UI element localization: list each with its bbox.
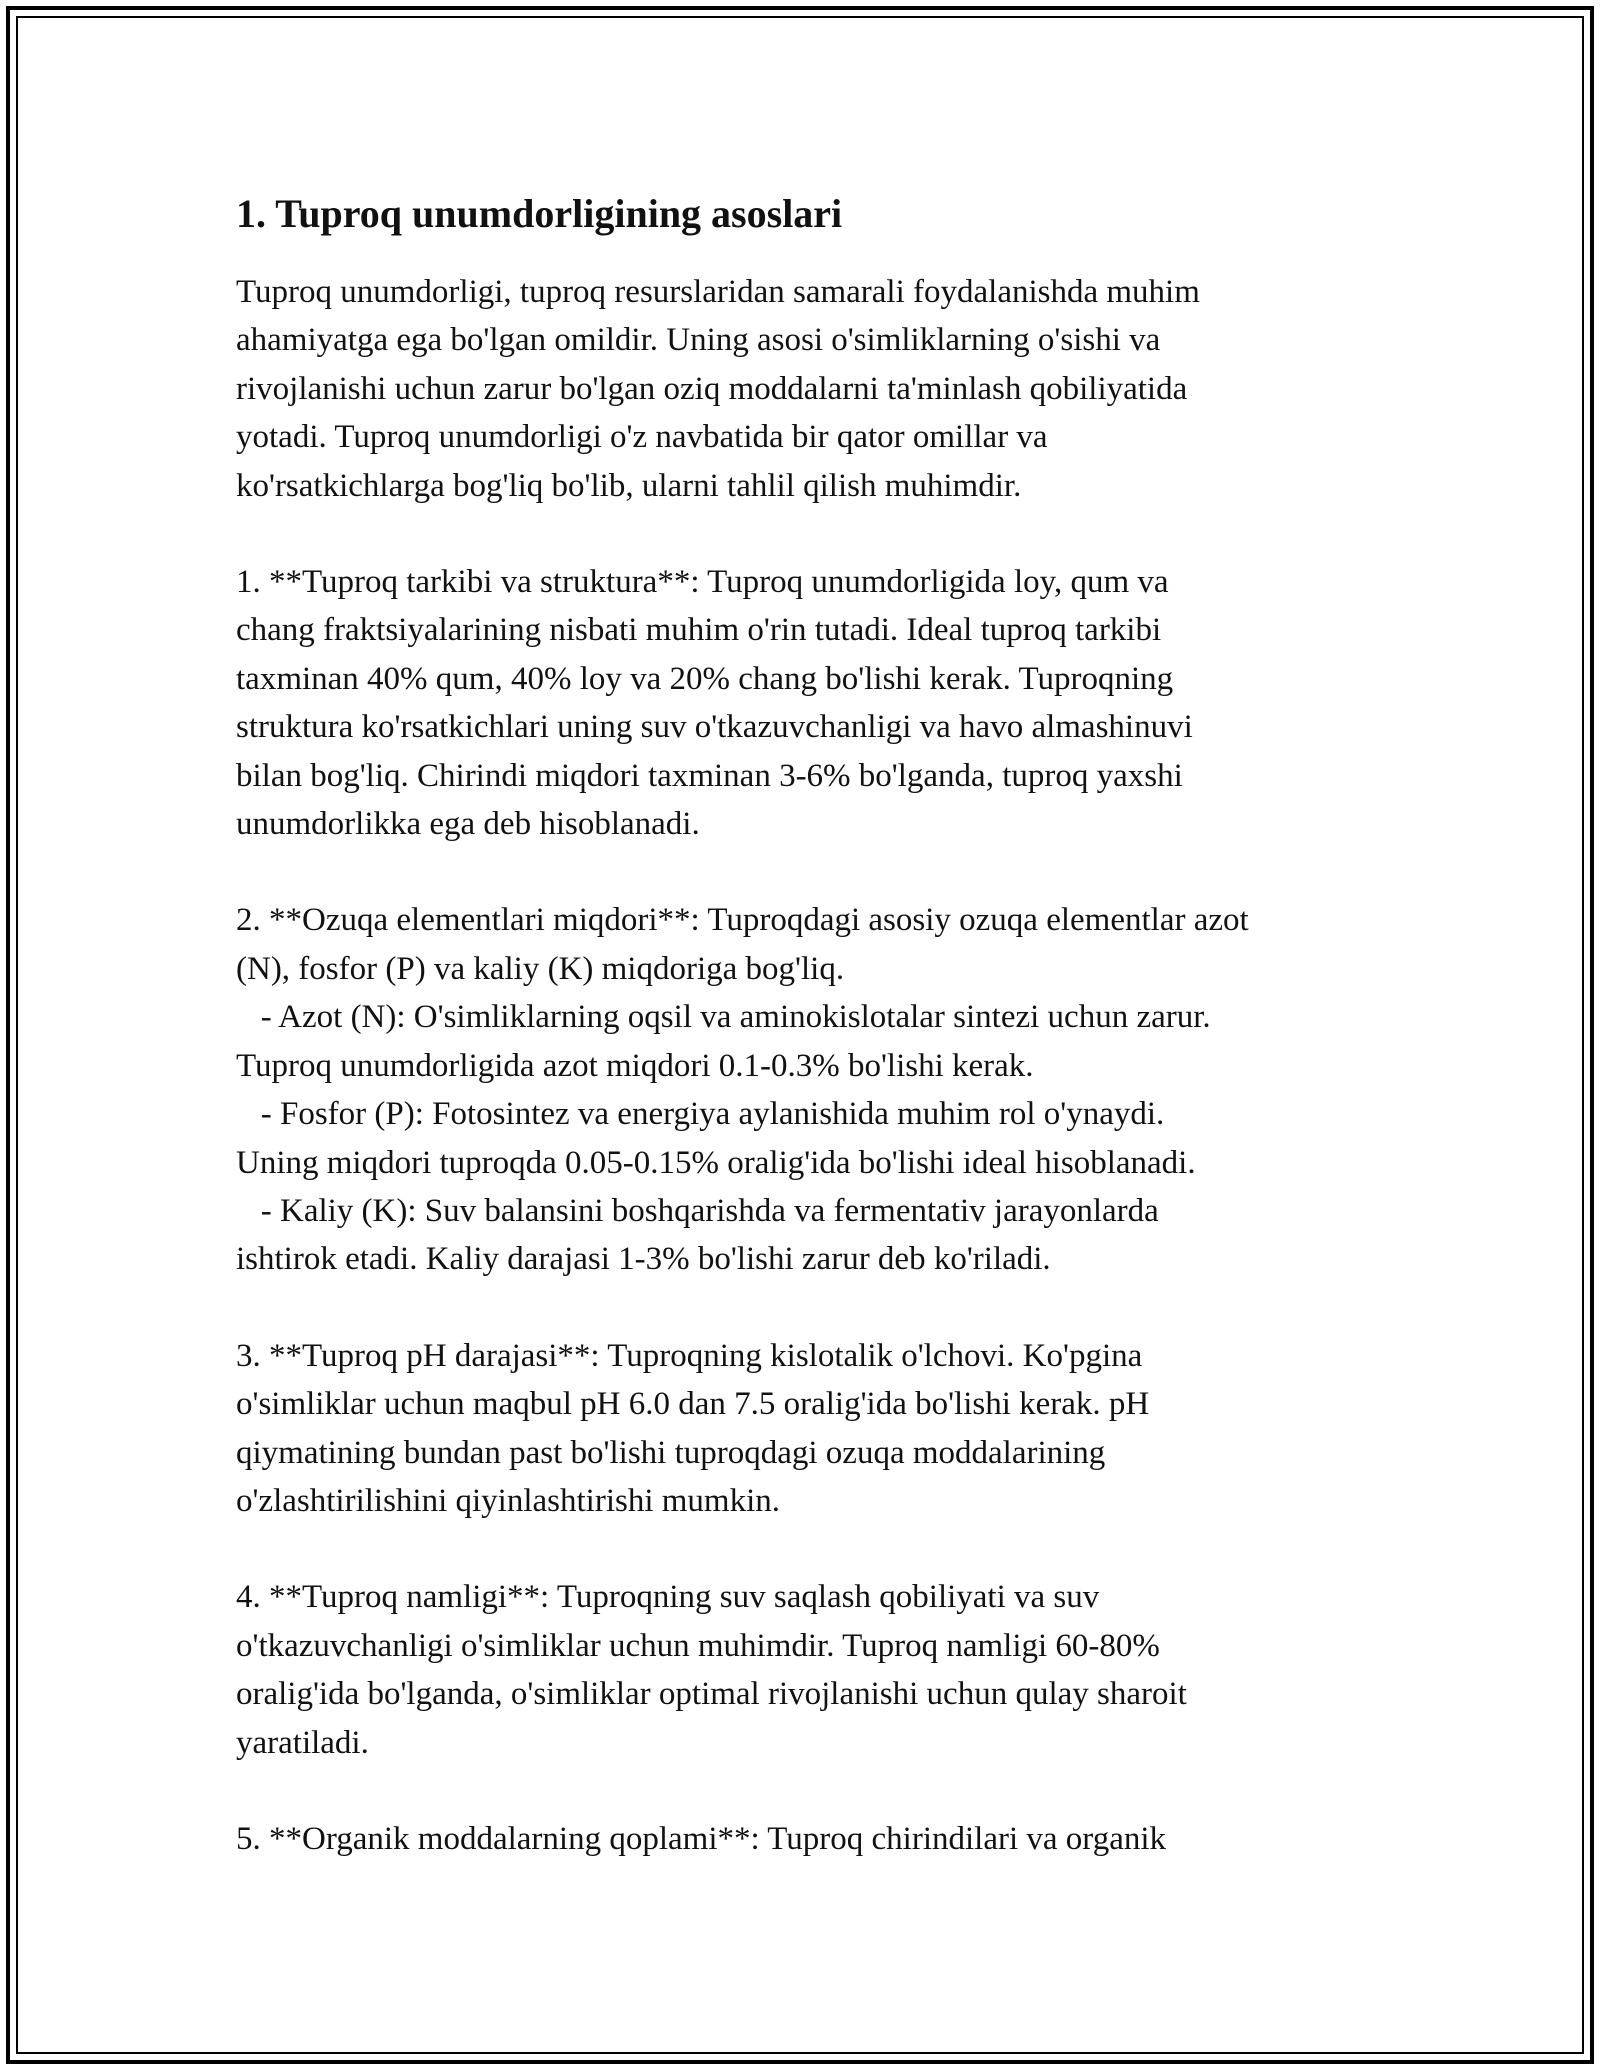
- paragraph-soil-moisture: 4. **Tuproq namligi**: Tuproqning suv saqlash qobiliyati va suv o'tkazuvchanligi o'simliklar uchun muhimdir. Tuproq namligi 60-80% oralig'ida bo'lganda, o'simliklar optimal rivojlanishi uchun qulay sharoit yaratiladi.: [236, 1579, 1187, 1761]
- paragraph-soil-composition: 1. **Tuproq tarkibi va struktura**: Tuproq unumdorligida loy, qum va chang fraktsiyalarining nisbati muhim o'rin tutadi. Ideal tuproq tarkibi taxminan 40% qum, 40% loy va 20% chang bo'lishi kerak. Tuproqning struktura ko'rsatkichlari uning suv o'tkazuvchanligi va havo almashinuvi bilan bog'liq. Chirindi miqdori taxminan 3-6% bo'lganda, tuproq yaxshi unumdorlikka ega deb hisoblanadi.: [236, 564, 1193, 843]
- paragraph-soil-ph: 3. **Tuproq pH darajasi**: Tuproqning kislotalik o'lchovi. Ko'pgina o'simliklar uchun maqbul pH 6.0 dan 7.5 oralig'ida bo'lishi kerak. pH qiymatining bundan past bo'lishi tuproqdagi ozuqa moddalarining o'zlashtirilishini qiyinlashtirishi mumkin.: [236, 1337, 1150, 1519]
- paragraph-nutrients: 2. **Ozuqa elementlari miqdori**: Tuproqdagi asosiy ozuqa elementlar azot (N), fosfor (P) va kaliy (K) miqdoriga bog'liq. - Azot (N): O'simliklarning oqsil va aminokislotalar sintezi uchun zarur. Tuproq unumdorligida azot miqdori 0.1-0.3% bo'lishi kerak. - Fosfor (P): Fotosintez va energiya aylanishida muhim rol o'ynaydi. Uning miqdori tuproqda 0.05-0.15% oralig'ida bo'lishi ideal hisoblanadi. - Kaliy (K): Suv balansini boshqarishda va fermentativ jarayonlarda ishtirok etadi. Kaliy darajasi 1-3% bo'lishi zarur deb ko'riladi.: [236, 902, 1249, 1278]
- paragraph-organic-matter: 5. **Organik moddalarning qoplami**: Tuproq chirindilari va organik: [236, 1820, 1167, 1857]
- paragraph-intro: Tuproq unumdorligi, tuproq resurslaridan samarali foydalanishda muhim ahamiyatga ega bo'lgan omildir. Uning asosi o'simliklarning o'sishi va rivojlanishi uchun zarur bo'lgan oziq moddalarni ta'minlash qobiliyatida yotadi. Tuproq unumdorligi o'z navbatida bir qator omillar va ko'rsatkichlarga bog'liq bo'lib, ularni tahlil qilish muhimdir.: [236, 274, 1200, 504]
- document-body: [236, 186, 1386, 1911]
- document-title: 1. Tuproq unumdorligining asoslari: [236, 191, 843, 236]
